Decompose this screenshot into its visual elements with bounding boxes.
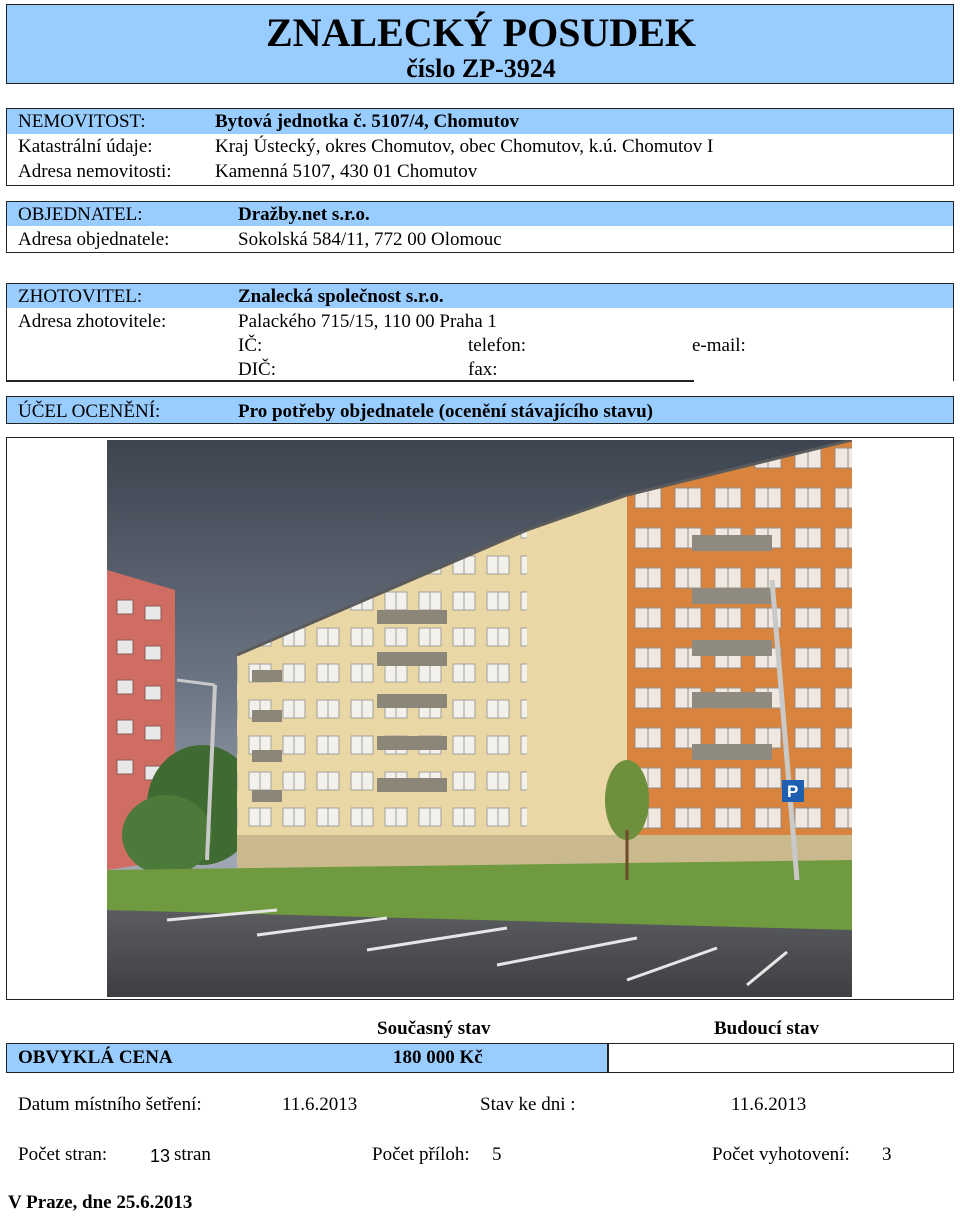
state-date-label: Stav ke dni :	[480, 1094, 576, 1115]
contractor-value: Znalecká společnost s.r.o.	[238, 286, 444, 307]
price-label: OBVYKLÁ CENA	[18, 1047, 173, 1068]
phone-label: telefon:	[468, 335, 527, 356]
customer-label: OBJEDNATEL:	[18, 204, 143, 225]
inspection-date-label: Datum místního šetření:	[18, 1094, 202, 1115]
place-date: V Praze, dne 25.6.2013	[8, 1192, 193, 1213]
customer-header-bar	[6, 201, 954, 226]
property-label: NEMOVITOST:	[18, 111, 146, 132]
state-date-value: 11.6.2013	[731, 1094, 807, 1115]
current-price-value: 180 000 Kč	[393, 1047, 483, 1068]
document-number: číslo ZP-3924	[406, 54, 556, 83]
contractor-address-label: Adresa zhotovitele:	[18, 311, 167, 332]
purpose-label: ÚČEL OCENĚNÍ:	[18, 401, 161, 422]
ic-label: IČ:	[238, 335, 263, 356]
page-count-number: 13	[150, 1146, 171, 1166]
contractor-header-bar	[6, 283, 954, 308]
customer-address-label: Adresa objednatele:	[18, 229, 170, 250]
current-state-header: Současný stav	[377, 1018, 491, 1039]
attachments-label: Počet příloh:	[372, 1144, 470, 1165]
property-address-value: Kamenná 5107, 430 01 Chomutov	[215, 161, 478, 182]
contractor-label: ZHOTOVITEL:	[18, 286, 143, 307]
property-address-label: Adresa nemovitosti:	[18, 161, 172, 182]
svg-text:P: P	[787, 782, 799, 801]
customer-value: Dražby.net s.r.o.	[238, 204, 370, 225]
divider	[6, 380, 230, 382]
page-count-unit: stran	[174, 1144, 211, 1165]
title-box	[6, 4, 954, 84]
contractor-address-value: Palackého 715/15, 110 00 Praha 1	[238, 311, 497, 332]
cadastral-value: Kraj Ústecký, okres Chomutov, obec Chomutov, k.ú. Chomutov I	[215, 136, 714, 157]
divider	[230, 380, 694, 382]
divider	[607, 1043, 609, 1073]
customer-address-value: Sokolská 584/11, 772 00 Olomouc	[238, 229, 502, 250]
building-photo	[107, 440, 852, 997]
document-title: ZNALECKÝ POSUDEK	[265, 10, 697, 55]
inspection-date-value: 11.6.2013	[282, 1094, 358, 1115]
email-label: e-mail:	[692, 335, 746, 356]
attachments-value: 5	[492, 1144, 502, 1165]
copies-label: Počet vyhotovení:	[712, 1144, 850, 1165]
page-count-label: Počet stran:	[18, 1144, 108, 1165]
property-value: Bytová jednotka č. 5107/4, Chomutov	[215, 111, 520, 132]
fax-label: fax:	[468, 359, 498, 380]
dic-label: DIČ:	[238, 359, 276, 380]
cadastral-label: Katastrální údaje:	[18, 136, 153, 157]
future-state-header: Budoucí stav	[714, 1018, 820, 1039]
purpose-value: Pro potřeby objednatele (ocenění stávajícího stavu)	[238, 401, 653, 422]
copies-value: 3	[882, 1144, 892, 1165]
